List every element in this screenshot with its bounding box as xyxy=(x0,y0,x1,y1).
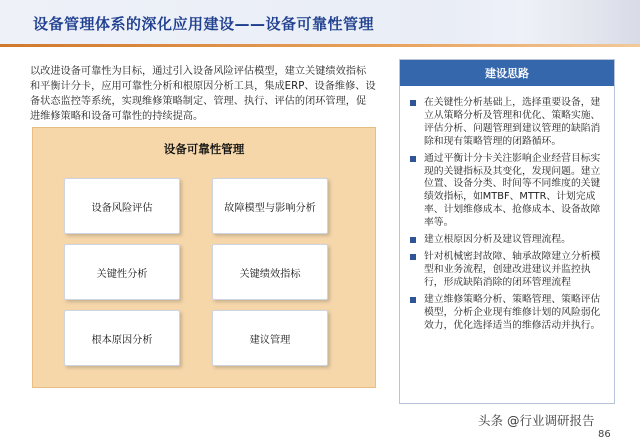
list-item-text: 通过平衡计分卡关注影响企业经营目标实现的关键指标及其变化，发现问题。建立位置、设备分类、时间等不同维度的关键绩效指标，如MTBF、MTTR、计划完成率、计划维修成本、抢修成本、设备故障率等。 xyxy=(424,152,601,229)
box-criticality-analysis: 关键性分析 xyxy=(64,244,180,300)
list-item-text: 建立根原因分析及建议管理流程。 xyxy=(424,234,571,246)
page-number: 86 xyxy=(598,429,611,440)
square-bullet-icon xyxy=(410,237,416,243)
box-failure-mode-analysis: 故障模型与影响分析 xyxy=(212,178,328,234)
side-panel xyxy=(399,59,615,404)
side-panel-header: 建设思路 xyxy=(400,60,614,86)
title-divider xyxy=(0,44,640,47)
square-bullet-icon xyxy=(410,254,416,260)
title-bar xyxy=(0,0,640,44)
idea-list xyxy=(400,97,614,336)
square-bullet-icon xyxy=(410,297,416,303)
square-bullet-icon xyxy=(410,100,416,106)
box-risk-assessment: 设备风险评估 xyxy=(64,178,180,234)
framework-panel xyxy=(32,127,376,388)
square-bullet-icon xyxy=(410,156,416,162)
box-kpi: 关键绩效指标 xyxy=(212,244,328,300)
list-item xyxy=(400,251,614,290)
framework-title: 设备可靠性管理 xyxy=(163,142,245,156)
list-item-text: 在关键性分析基础上，选择重要设备，建立从策略分析及管理和优化、策略实施、评估分析、问题管理到建议管理的缺陷消除和现有策略管理的闭路循环。 xyxy=(424,97,601,147)
list-item xyxy=(400,97,614,149)
page-title: 设备管理体系的深化应用建设——设备可靠性管理 xyxy=(33,15,375,33)
box-recommendation-mgmt: 建议管理 xyxy=(212,310,328,366)
list-item xyxy=(400,234,614,247)
list-item-text: 针对机械密封故障、轴承故障建立分析模型和业务流程，创建改进建议并监控执行，形成缺陷消除的闭环管理流程 xyxy=(424,250,601,288)
list-item xyxy=(400,153,614,230)
box-root-cause-analysis: 根本原因分析 xyxy=(64,310,180,366)
list-item-text: 建立维修策略分析、策略管理、策略评估模型，分析企业现有维修计划的风险弱化效力，优化选择适当的维修活动并执行。 xyxy=(424,293,601,331)
title-accent xyxy=(522,0,640,44)
watermark: 头条 @行业调研报告 xyxy=(478,413,595,428)
intro-paragraph: 以改进设备可靠性为目标，通过引入设备风险评估模型，建立关键绩效指标和平衡计分卡，应用可靠性分析和根原因分析工具，集成ERP、设备维修、设备状态监控等系统，实现维修策略制定、管理、执行、评估的闭环管理，促进维修策略和设备可靠性的持续提高。 xyxy=(30,66,376,122)
list-item xyxy=(400,294,614,333)
